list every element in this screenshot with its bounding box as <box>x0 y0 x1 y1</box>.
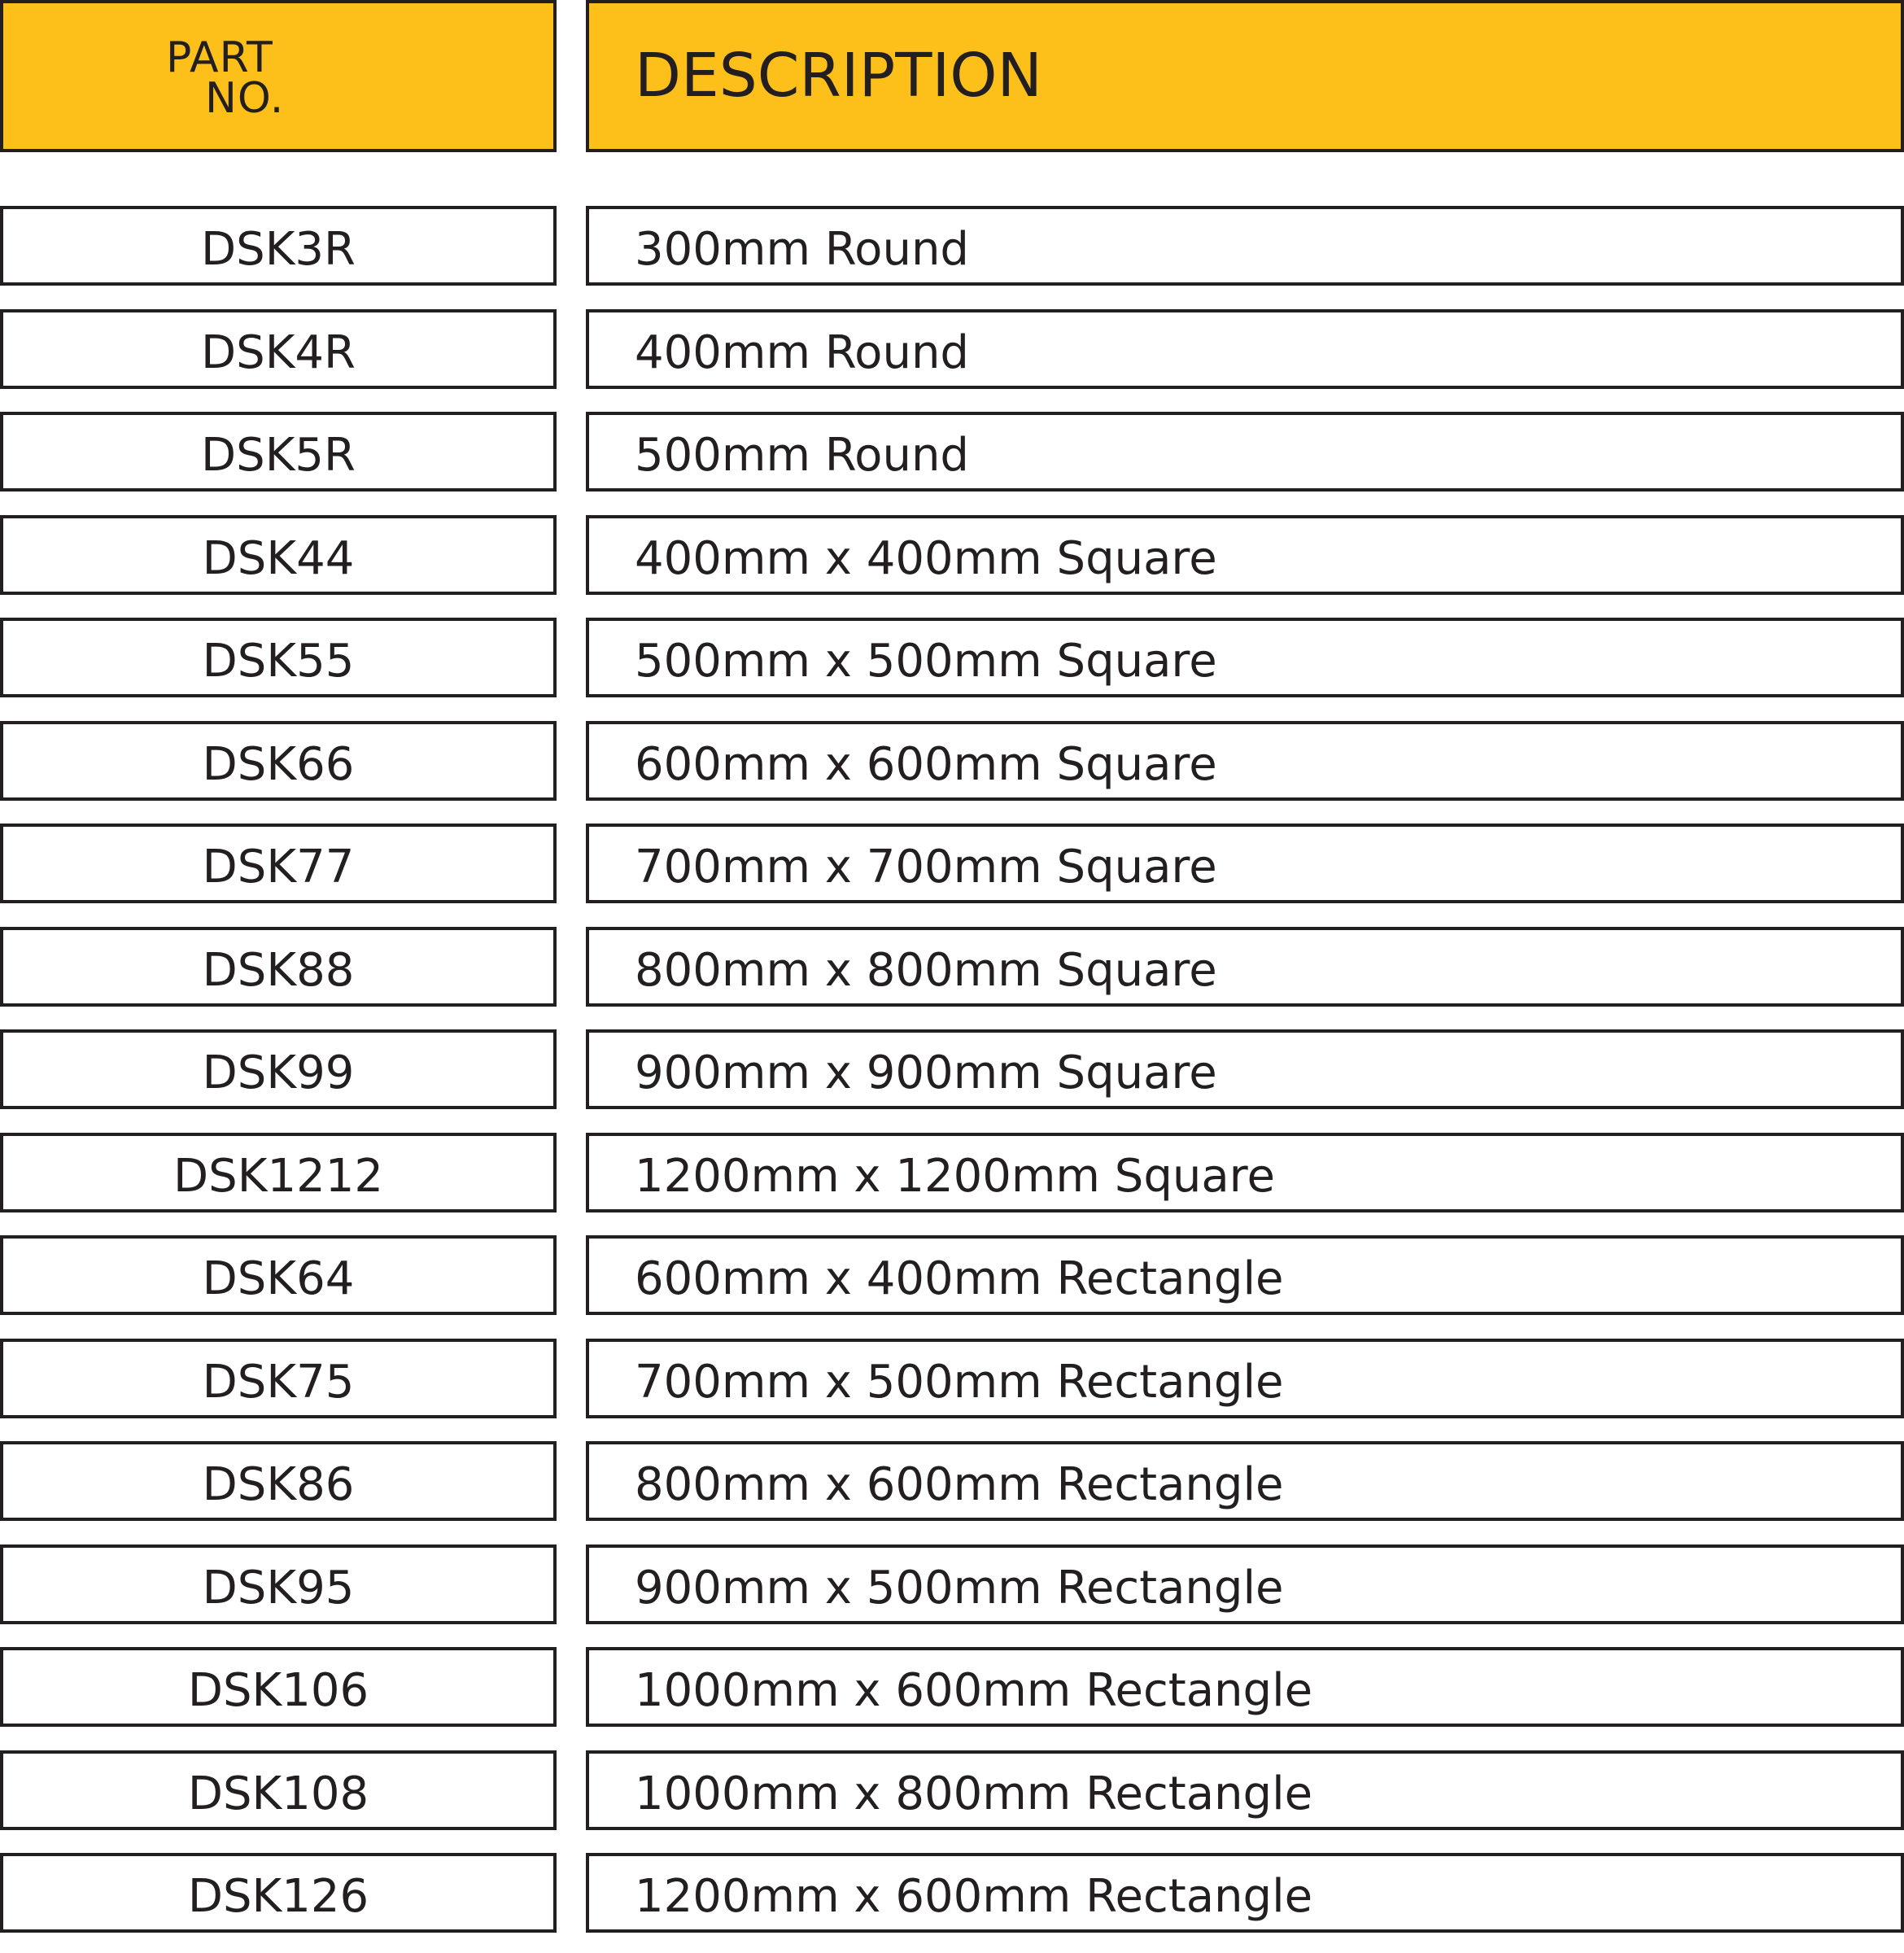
description-cell: 500mm x 500mm Square <box>586 618 1904 697</box>
part-no-cell: DSK3R <box>0 206 557 286</box>
description-cell: 700mm x 700mm Square <box>586 824 1904 903</box>
description-cell: 800mm x 800mm Square <box>586 927 1904 1007</box>
part-no-cell: DSK44 <box>0 515 557 595</box>
part-no-header-line1: PART <box>166 33 273 82</box>
part-no-cell: DSK66 <box>0 721 557 801</box>
description-cell: 1200mm x 600mm Rectangle <box>586 1853 1904 1933</box>
description-cell: 500mm Round <box>586 412 1904 492</box>
description-header-label: DESCRIPTION <box>635 41 1042 111</box>
part-no-cell: DSK75 <box>0 1339 557 1418</box>
part-no-header <box>0 0 557 152</box>
description-cell: 1000mm x 800mm Rectangle <box>586 1750 1904 1830</box>
description-cell: 700mm x 500mm Rectangle <box>586 1339 1904 1418</box>
part-no-header-label <box>166 33 285 123</box>
description-cell: 900mm x 900mm Square <box>586 1029 1904 1109</box>
part-no-cell: DSK99 <box>0 1029 557 1109</box>
description-cell: 400mm Round <box>586 309 1904 389</box>
description-cell: 400mm x 400mm Square <box>586 515 1904 595</box>
part-no-cell: DSK108 <box>0 1750 557 1830</box>
part-no-cell: DSK126 <box>0 1853 557 1933</box>
description-cell: 300mm Round <box>586 206 1904 286</box>
description-cell: 900mm x 500mm Rectangle <box>586 1544 1904 1624</box>
part-no-cell: DSK4R <box>0 309 557 389</box>
description-cell: 800mm x 600mm Rectangle <box>586 1441 1904 1521</box>
part-no-cell: DSK77 <box>0 824 557 903</box>
part-no-cell: DSK86 <box>0 1441 557 1521</box>
part-no-cell: DSK88 <box>0 927 557 1007</box>
description-cell: 600mm x 600mm Square <box>586 721 1904 801</box>
part-no-cell: DSK55 <box>0 618 557 697</box>
description-cell: 1000mm x 600mm Rectangle <box>586 1647 1904 1727</box>
description-header <box>586 0 1904 152</box>
part-no-header-line2: NO. <box>205 74 285 123</box>
part-no-cell: DSK95 <box>0 1544 557 1624</box>
description-cell: 1200mm x 1200mm Square <box>586 1133 1904 1212</box>
description-cell: 600mm x 400mm Rectangle <box>586 1235 1904 1315</box>
part-no-cell: DSK5R <box>0 412 557 492</box>
part-no-cell: DSK106 <box>0 1647 557 1727</box>
part-no-cell: DSK64 <box>0 1235 557 1315</box>
part-no-cell: DSK1212 <box>0 1133 557 1212</box>
